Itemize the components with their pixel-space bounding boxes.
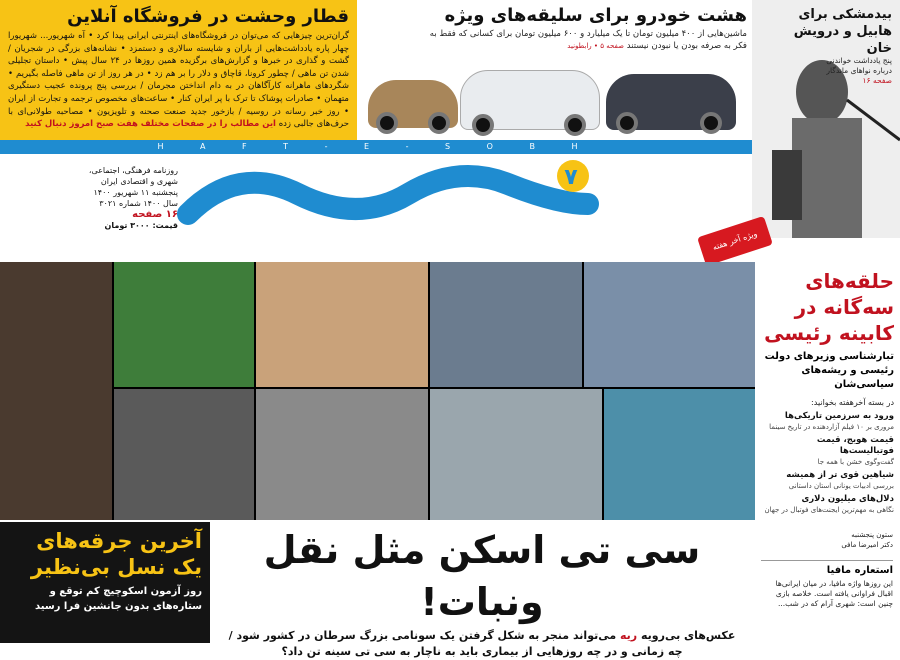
portrait-feature: [752, 0, 900, 238]
logo-graphic-icon: [178, 154, 598, 246]
wheel-icon: [700, 112, 722, 134]
photo-actress[interactable]: [0, 262, 112, 520]
column-label: ستون پنجشنبه: [851, 531, 893, 539]
side-list: [761, 411, 894, 516]
football-body: روز آزمون اسکوچیچ کم توقع و ستاره‌های بدون جانشین فرا رسید: [34, 586, 202, 612]
photo-bw-men[interactable]: [114, 389, 254, 520]
portrait-body: [806, 56, 892, 86]
info-line: شهری و اقتصادی ایران: [100, 177, 178, 186]
item-title: دلال‌های میلیون دلاری: [801, 494, 894, 504]
photo-football-team[interactable]: [114, 262, 254, 387]
headline-title[interactable]: سی تی اسکن مثل نقل ونبات!: [263, 528, 701, 624]
main-headline: [212, 524, 752, 660]
cars-body: [417, 28, 747, 52]
item-note: نگاهی به مهم‌ترین ایجنت‌های فوتبال در جهان: [764, 506, 894, 514]
headline-highlight: ریه: [620, 629, 638, 642]
masthead-info: [8, 165, 178, 231]
side-list-item[interactable]: [761, 435, 894, 468]
portrait-text: پنج یادداشت خواندنی درباره نواهای ماندگار: [826, 56, 892, 75]
football-story: [0, 522, 210, 643]
side-subtitle: تبارشناسی وزیرهای دولت رئیسی و ریشه‌های سیاسی‌شان: [764, 351, 894, 390]
wheel-icon: [428, 112, 450, 134]
newspaper-logo[interactable]: [178, 154, 598, 246]
cars-feature: [360, 0, 755, 140]
info-issue: سال ۱۴۰۰ شماره ۳۰۲۱: [99, 199, 178, 208]
item-note: بررسی ادبیات یونانی استان داستانی: [788, 482, 894, 490]
column-author: دکتر امیرضا مافی: [841, 541, 893, 549]
wheel-icon: [616, 112, 638, 134]
svg-text:٧: ٧: [564, 165, 578, 190]
promo-box-online-shops: [0, 0, 357, 140]
item-title: ورود به سرزمین تاریکی‌ها: [784, 411, 894, 421]
side-title: حلقه‌های سه‌گانه در کابینه رئیسی: [764, 269, 894, 345]
football-title: آخرین جرقه‌های یک نسل بی‌نظیر: [30, 529, 202, 579]
column-body: این روزها واژه مافیا، در میان ایرانی‌ها اقبال فراوانی یافته است. خلاصه بازی چنین است: شهری آرام که در شب...: [775, 579, 893, 608]
weekend-stamp: ویژه آخر هفته: [697, 216, 773, 266]
headline-text: می‌تواند منجر به شکل گرفتن یک سونامی بزرگ سرطان در کشور شود / چه زمانی و در چه روزهایی از بیماری باید به ناچار به سی تی سینه تن داد؟: [228, 629, 683, 658]
wheel-icon: [564, 114, 586, 136]
info-pages: ۱۶ صفحه: [132, 209, 178, 220]
wheel-icon: [472, 114, 494, 136]
side-list-item[interactable]: [761, 470, 894, 492]
info-price: قیمت: ۳۰۰۰ تومان: [104, 221, 178, 230]
opinion-column: [757, 526, 897, 613]
photo-two-women[interactable]: [256, 262, 428, 387]
headline-text: عکس‌های بی‌رویه: [637, 629, 736, 642]
info-date: پنجشنبه ۱۱ شهریور ۱۴۰۰: [93, 188, 178, 197]
column-title[interactable]: استعاره مافیا: [761, 560, 893, 576]
item-title: قیمت هویج، قیمت فوتبالیست‌ها: [816, 435, 894, 456]
headline-body: [212, 628, 752, 660]
item-note: مروری بر ۱۰ فیلم آزاردهنده در تاریخ سینما: [769, 423, 894, 431]
masthead-strip: H A F T - E - S O B H: [0, 140, 752, 154]
photo-bw-woman[interactable]: [256, 389, 428, 520]
photo-actor-portrait[interactable]: [604, 389, 755, 520]
side-story: [755, 262, 900, 520]
side-list-item[interactable]: [761, 494, 894, 516]
side-list-header: در بسته آخرهفته بخوانید:: [811, 398, 894, 407]
promo-ref: این مطالب را در صفحات مختلف هفت صبح امروز دنبال کنید: [25, 119, 276, 130]
photo-boat[interactable]: [430, 389, 602, 520]
wheel-icon: [376, 112, 398, 134]
photo-politicians[interactable]: [584, 262, 755, 387]
cars-title: هشت خودرو برای سلیقه‌های ویژه: [444, 5, 747, 26]
side-list-item[interactable]: [761, 411, 894, 433]
promo-title: قطار وحشت در فروشگاه آنلاین: [67, 6, 349, 27]
photo-grid: [0, 262, 755, 520]
info-line: روزنامه فرهنگی، اجتماعی،: [88, 166, 178, 175]
portrait-ref: صفحه ۱۶: [862, 76, 892, 85]
item-note: گفت‌وگوی خشن با همه جا: [817, 458, 894, 466]
cars-ref: صفحه ۵ • رابطونید: [567, 42, 624, 50]
promo-text: گران‌ترین چیزهایی که می‌توان در فروشگاه‌های اینترنتی ایرانی پیدا کرد • آه شهریور... شهریورا چهار پاره یادداشت‌هایی از باران و شایسته سالاری و دستمزد • نشانه‌های بزرگی در شجریان / گشت و گذاری در خبرها و گزارش‌های برگزیده همین روزها در ۲۴ سال پیش • داستان تجلیلی شدن تن ماهی / چطور کرونا، قاچاق و دلار را بر هم زد • در هر روز از تن ماهی فاصله بگیریم • شگردهای ماهرانه کارآگاهان در به دام انداختن مجرمان / بررسی پنج پرونده عجیب دستگیری متهمان • صادرات پوشاک تا ترک با پر ایران کنار • ساعت‌های مخصوص ترجمه و تجارت از ایران • روز خبر رسانه در روسیه / بازخور جدید صنعت صحنه و تلویزیون • مصاحبه طولانی‌ای با حرف‌های جالبی زده: [8, 31, 349, 130]
portrait-title: بیدمشکی برای هابیل و درویش خان: [793, 7, 892, 56]
photo-motorcycle[interactable]: [430, 262, 582, 387]
item-title: شیاهین قوی تر از همیشه: [786, 470, 894, 480]
promo-body: [8, 30, 349, 131]
cars-text: ماشین‌هایی از ۴۰۰ میلیون تومان تا یک میلیارد و ۶۰۰ میلیون تومان برای کسانی که فقط به فکر به صرفه بودن یا نبودن نیستند: [429, 29, 747, 51]
